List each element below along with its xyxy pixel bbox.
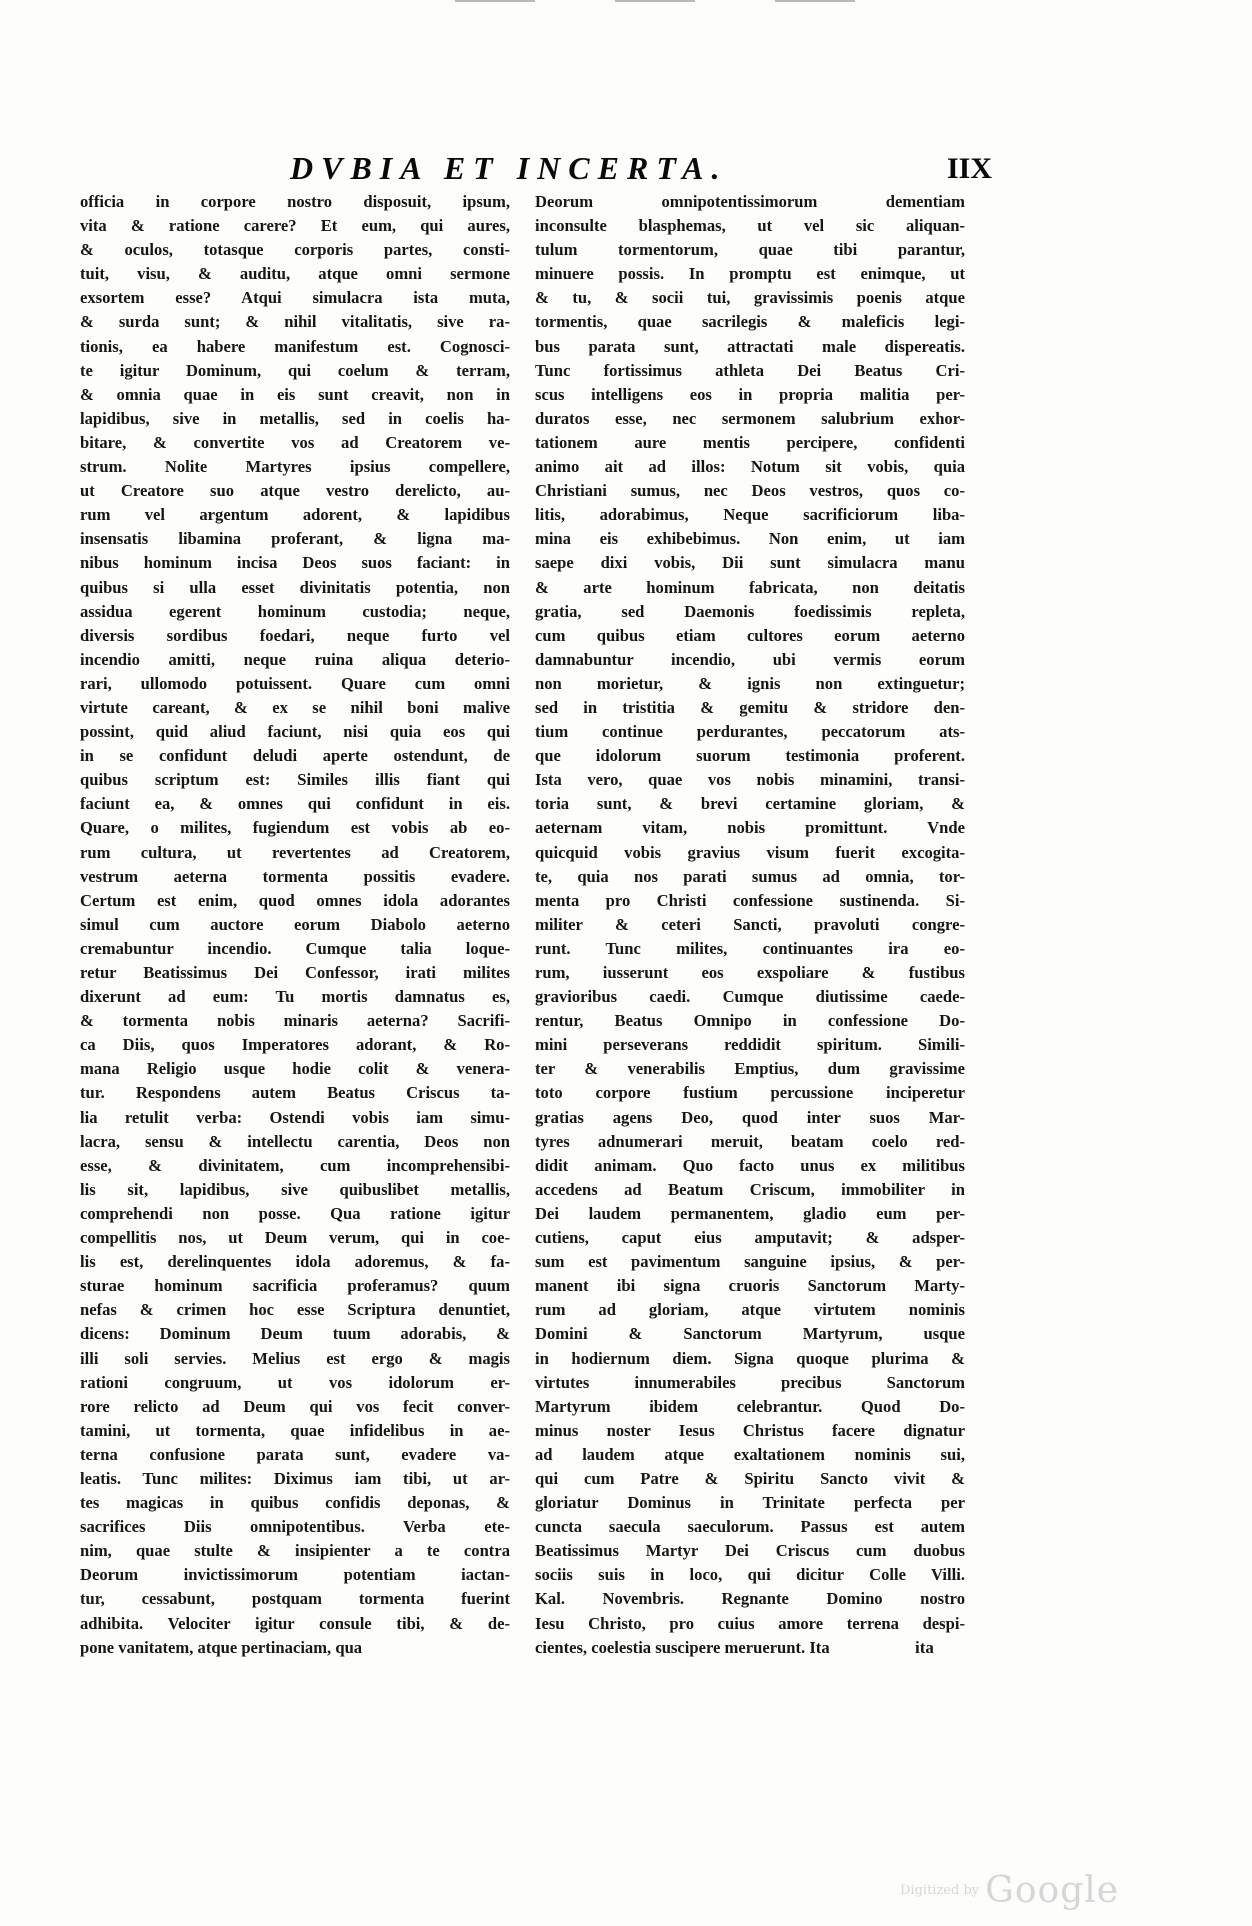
text-line: damnabuntur incendio, ubi vermis eorum (535, 649, 965, 669)
text-line: Ista vero, quae vos nobis minamini, transi- (535, 770, 965, 790)
text-line: accedens ad Beatum Criscum, immobiliter in (535, 1179, 965, 1199)
text-line: duratos esse, nec sermonem salubrium exhor- (535, 408, 965, 428)
text-line: dicens: Dominum Deum tuum adorabis, & (80, 1324, 510, 1344)
text-line: nibus hominum incisa Deos suos faciant: in (80, 553, 510, 573)
text-line: bus parata sunt, attractati male dispereatis. (535, 336, 965, 356)
text-line: & tu, & socii tui, gravissimis poenis atque (535, 288, 965, 308)
digitization-watermark (900, 1870, 1119, 1911)
text-line: tamini, ut tormenta, quae infidelibus in ae- (80, 1420, 510, 1440)
text-line: minus noster Iesus Christus facere dignatur (535, 1420, 965, 1440)
text-line: mini perseverans reddidit spiritum. Simili- (535, 1035, 965, 1055)
text-line: rum cultura, ut revertentes ad Creatorem, (80, 842, 510, 862)
text-line: insensatis libamina proferant, & ligna ma- (80, 529, 510, 549)
text-line: gratia, sed Daemonis foedissimis repleta, (535, 601, 965, 621)
text-line: nim, quae stulte & insipienter a te contra (80, 1541, 510, 1561)
text-line: tionis, ea habere manifestum est. Cognosci- (80, 336, 510, 356)
text-line: sum est pavimentum sanguine ipsius, & per- (535, 1252, 965, 1272)
text-line: sacrifices Diis omnipotentibus. Verba ete- (80, 1517, 510, 1537)
text-line: mana Religio usque hodie colit & venera- (80, 1059, 510, 1079)
text-line: vestrum aeterna tormenta possitis evadere. (80, 866, 510, 886)
text-line: tulum tormentorum, quae tibi parantur, (535, 240, 965, 260)
text-line: tur. Respondens autem Beatus Criscus ta- (80, 1083, 510, 1103)
text-line: strum. Nolite Martyres ipsius compellere, (80, 457, 510, 477)
text-line: leatis. Tunc milites: Diximus iam tibi, ut ar- (80, 1468, 510, 1488)
text-line: Deorum invictissimorum potentiam iactan- (80, 1565, 510, 1585)
text-line: menta pro Christi confessione sustinenda. Si- (535, 890, 965, 910)
text-line: Tunc fortissimus athleta Dei Beatus Cri- (535, 360, 965, 380)
text-line: inconsulte blasphemas, ut vel sic aliquan- (535, 216, 965, 236)
watermark-prefix: Digitized by (900, 1883, 980, 1898)
text-line: Certum est enim, quod omnes idola adorantes (80, 890, 510, 910)
text-line: tuit, visu, & auditu, atque omni sermone (80, 264, 510, 284)
text-line: scus intelligens eos in propria malitia per- (535, 384, 965, 404)
text-line: te, quia nos parati sumus ad omnia, tor- (535, 866, 965, 886)
text-line: Dei laudem permanentem, gladio eum per- (535, 1203, 965, 1223)
top-rule-right (775, 0, 855, 2)
text-line: gloriatur Dominus in Trinitate perfecta per (535, 1493, 965, 1513)
text-line: nefas & crimen hoc esse Scriptura denuntiet, (80, 1300, 510, 1320)
text-line: tationem aure mentis percipere, confidenti (535, 432, 965, 452)
text-line: ut Creatore suo atque vestro derelicto, au- (80, 481, 510, 501)
text-line: illi soli servies. Melius est ergo & magis (80, 1348, 510, 1368)
text-line: tur, cessabunt, postquam tormenta fuerint (80, 1589, 510, 1609)
top-rule-left (455, 0, 535, 2)
text-line: rari, ullomodo potuissent. Quare cum omni (80, 673, 510, 693)
text-line: virtute careant, & ex se nihil boni malive (80, 697, 510, 717)
text-line: cientes, coelestia suscipere meruerunt. Ita (535, 1637, 830, 1657)
text-line: sociis suis in loco, qui dicitur Colle Villi. (535, 1565, 965, 1585)
text-line: faciunt ea, & omnes qui confidunt in eis. (80, 794, 510, 814)
text-line: cutiens, caput eius amputavit; & adsper- (535, 1228, 965, 1248)
text-line: quicquid vobis gravius visum fuerit excogita- (535, 842, 965, 862)
text-line: te igitur Dominum, qui coelum & terram, (80, 360, 510, 380)
text-line: lis sit, lapidibus, sive quibuslibet metallis, (80, 1179, 510, 1199)
text-line: sed in tristitia & gemitu & stridore den- (535, 697, 965, 717)
text-line: ad laudem atque exaltationem nominis sui, (535, 1444, 965, 1464)
text-line: saepe dixi vobis, Dii sunt simulacra manu (535, 553, 965, 573)
text-line: quibus scriptum est: Similes illis fiant qui (80, 770, 510, 790)
text-line: pone vanitatem, atque pertinaciam, qua (80, 1637, 363, 1657)
right-text-column (535, 190, 965, 1660)
left-text-column (80, 190, 510, 1660)
text-line: & tormenta nobis minaris aeterna? Sacrifi- (80, 1011, 510, 1031)
text-line: qui cum Patre & Spiritu Sancto vivit & (535, 1468, 965, 1488)
text-line: rum ad gloriam, atque virtutem nominis (535, 1300, 965, 1320)
text-line: tormentis, quae sacrilegis & maleficis legi- (535, 312, 965, 332)
text-line: sturae hominum sacrificia proferamus? quum (80, 1276, 510, 1296)
catchword: ita (915, 1638, 934, 1657)
text-line: Christiani sumus, nec Deos vestros, quos co- (535, 481, 965, 501)
text-line: compellitis nos, ut Deum verum, qui in coe- (80, 1228, 510, 1248)
text-line: & oculos, totasque corporis partes, consti- (80, 240, 510, 260)
text-line: Beatissimus Martyr Dei Criscus cum duobus (535, 1541, 965, 1561)
text-line: runt. Tunc milites, continuantes ira eo- (535, 938, 965, 958)
text-line: exsortem esse? Atqui simulacra ista muta, (80, 288, 510, 308)
text-line: ca Diis, quos Imperatores adorant, & Ro- (80, 1035, 510, 1055)
text-line: gravioribus caedi. Cumque diutissime caede- (535, 987, 965, 1007)
text-line: vita & ratione carere? Et eum, qui aures, (80, 216, 510, 236)
text-line: retur Beatissimus Dei Confessor, irati milites (80, 963, 510, 982)
text-line: cum quibus etiam cultores eorum aeterno (535, 625, 965, 645)
text-line: non morietur, & ignis non extinguetur; (535, 673, 965, 693)
text-line: animo ait ad illos: Notum sit vobis, quia (535, 457, 965, 477)
text-line: rentur, Beatus Omnipo in confessione Do- (535, 1011, 965, 1031)
text-line: Quare, o milites, fugiendum est vobis ab eo- (80, 818, 510, 838)
text-line: cremabuntur incendio. Cumque talia loque- (80, 938, 510, 958)
text-line: lia retulit verba: Ostendi vobis iam simu- (80, 1107, 510, 1127)
text-line: & surda sunt; & nihil vitalitatis, sive ra- (80, 312, 510, 332)
top-rule-mid (615, 0, 695, 2)
page-number: IIX (946, 152, 992, 185)
text-line: rum, iusserunt eos exspoliare & fustibus (535, 963, 965, 982)
text-line: tes magicas in quibus confidis deponas, & (80, 1493, 510, 1513)
text-line: diversis sordibus foedari, neque furto vel (80, 625, 510, 645)
text-line: incendio amitti, neque ruina aliqua deterio- (80, 649, 510, 669)
text-line: rore relicto ad Deum qui vos fecit conver- (80, 1396, 510, 1416)
text-line: Deorum omnipotentissimorum dementiam (535, 192, 965, 211)
text-line: rationi congruum, ut vos idolorum er- (80, 1372, 510, 1392)
text-line: in se confidunt deludi aperte ostendunt, de (80, 746, 510, 766)
text-line: virtutes innumerabiles precibus Sanctorum (535, 1372, 965, 1392)
running-title: DVBIA ET INCERTA. (290, 150, 728, 186)
text-line: aeternam vitam, nobis promittunt. Vnde (535, 818, 965, 838)
text-line: Martyrum ibidem celebrantur. Quod Do- (535, 1396, 965, 1416)
text-line: que idolorum suorum testimonia proferent. (535, 746, 965, 766)
text-line: minuere possis. In promptu est enimque, ut (535, 264, 965, 284)
text-line: Kal. Novembris. Regnante Domino nostro (535, 1589, 965, 1609)
text-line: Domini & Sanctorum Martyrum, usque (535, 1324, 965, 1344)
text-line: possint, quid aliud faciunt, nisi quia eos qui (80, 722, 510, 742)
text-line: cuncta saecula saeculorum. Passus est autem (535, 1517, 965, 1537)
text-line: simul cum auctore eorum Diabolo aeterno (80, 914, 510, 934)
text-line: officia in corpore nostro disposuit, ipsum, (80, 192, 510, 211)
text-line: manent ibi signa cruoris Sanctorum Marty- (535, 1276, 965, 1296)
text-line: rum vel argentum adorent, & lapidibus (80, 505, 510, 525)
text-line: lapidibus, sive in metallis, sed in coelis ha- (80, 408, 510, 428)
text-line: dixerunt ad eum: Tu mortis damnatus es, (80, 987, 510, 1007)
text-line: gratias agens Deo, quod inter suos Mar- (535, 1107, 965, 1127)
text-line: tyres adnumerari meruit, beatam coelo red- (535, 1131, 965, 1151)
text-line: adhibita. Velociter igitur consule tibi, & de- (80, 1613, 510, 1633)
text-line: assidua egerent hominum custodia; neque, (80, 601, 510, 621)
text-line: litis, adorabimus, Neque sacrificiorum liba- (535, 505, 965, 525)
text-line: toto corpore fustium percussione inciperetur (535, 1083, 965, 1103)
text-line: militer & ceteri Sancti, pravoluti congre- (535, 914, 965, 934)
google-logo: Google (985, 1870, 1120, 1911)
text-line: tium continue perdurantes, peccatorum ats- (535, 722, 965, 742)
text-line: quibus si ulla esset divinitatis potentia, non (80, 577, 510, 597)
text-line: & arte hominum fabricata, non deitatis (535, 577, 965, 597)
text-line: toria sunt, & brevi certamine gloriam, & (535, 794, 965, 814)
text-line: in hodiernum diem. Signa quoque plurima & (535, 1348, 965, 1368)
text-line: esse, & divinitatem, cum incomprehensibi- (80, 1155, 510, 1175)
text-line: & omnia quae in eis sunt creavit, non in (80, 384, 510, 404)
text-line: didit animam. Quo facto unus ex militibus (535, 1155, 965, 1175)
page-header (290, 150, 992, 190)
text-line: ter & venerabilis Emptius, dum gravissime (535, 1059, 965, 1079)
text-line: terna confusione parata sunt, evadere va- (80, 1444, 510, 1464)
text-line: bitare, & convertite vos ad Creatorem ve- (80, 432, 510, 452)
text-line: lacra, sensu & intellectu carentia, Deos non (80, 1131, 510, 1151)
text-line: lis est, derelinquentes idola adoremus, & fa- (80, 1252, 510, 1272)
text-line: comprehendi non posse. Qua ratione igitur (80, 1203, 510, 1223)
text-line: Iesu Christo, pro cuius amore terrena despi- (535, 1613, 965, 1633)
text-line: mina eis exhibebimus. Non enim, ut iam (535, 529, 965, 549)
